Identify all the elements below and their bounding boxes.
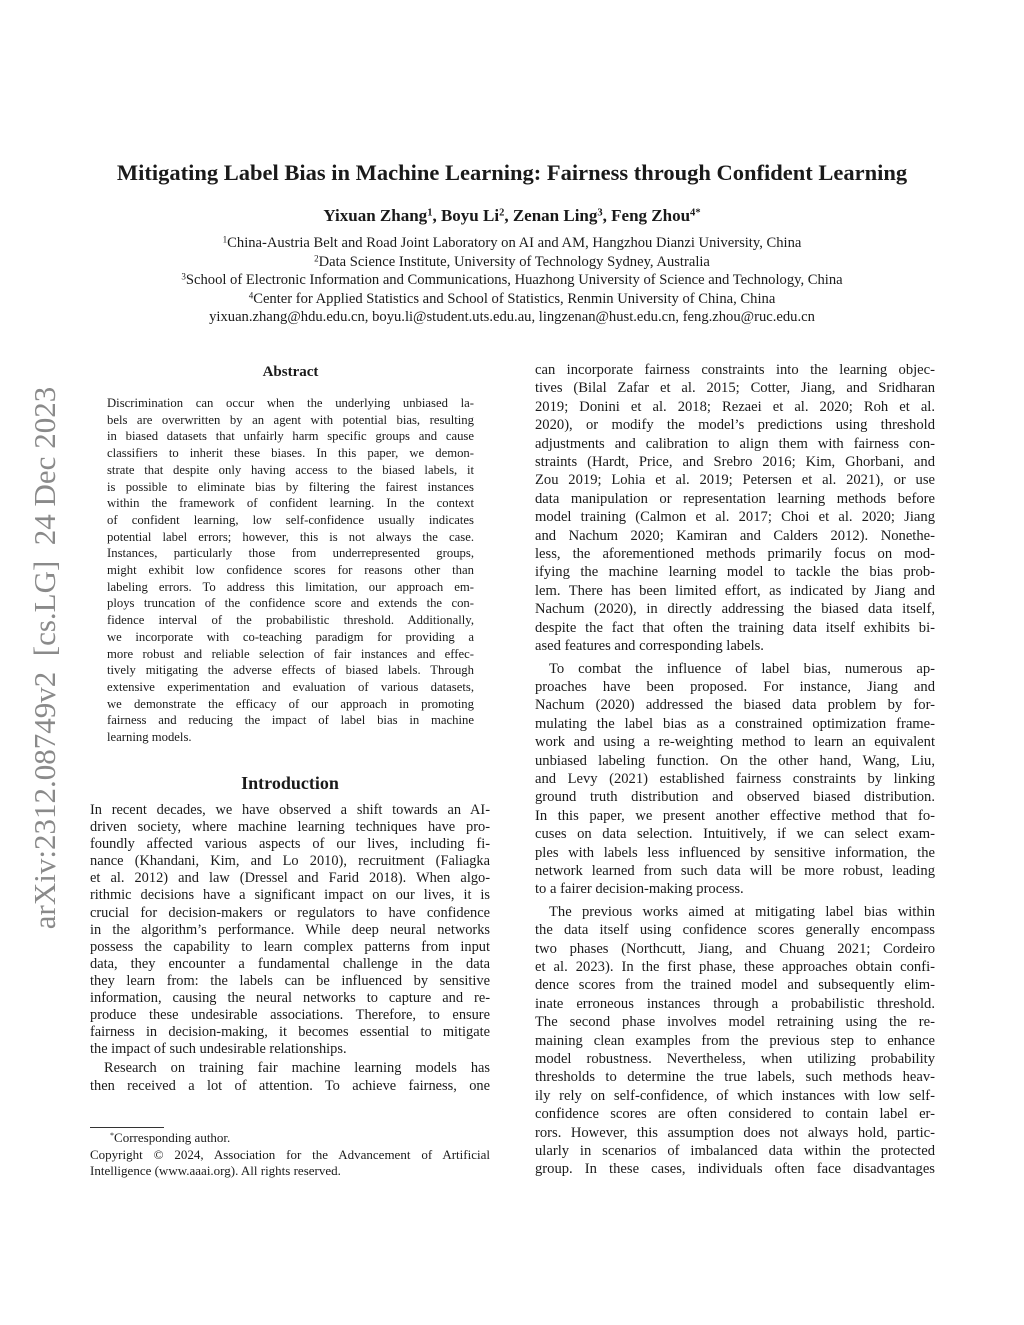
affiliation: $^2$Data Science Institute, University of Technology Sydney, Australia (314, 252, 710, 270)
paper-title: Mitigating Label Bias in Machine Learning: Fairness through Confident Learning (116, 160, 908, 185)
right-column-body (535, 361, 935, 1179)
text-line: Research on training fair machine learning models has (104, 1060, 490, 1077)
text-line: maining clean examples from the previous step to enhance (535, 1032, 935, 1049)
paragraph (535, 660, 935, 899)
copyright-line: Copyright © 2024, Association for the Advancement of Artificial (90, 1146, 490, 1162)
abstract-heading: Abstract (262, 364, 319, 380)
text-line: group. In these cases, individuals often face disadvantages (535, 1161, 935, 1178)
text-line: ifying the machine learning model to tackle the bias prob- (535, 564, 935, 581)
text-line: nance (Khandani, Kim, and Lo 2010), recruitment (Faliagka (90, 853, 490, 870)
text-line: possess the capability to learn complex patterns from input (90, 938, 490, 955)
text-line: of confident learning, low self-confidence usually indicates (107, 512, 474, 527)
text-line: more robust and reliable selection of fair instances and effec- (107, 646, 474, 661)
text-line: fairness and reducing the impact of label bias in machine (107, 713, 474, 728)
text-line: strate that despite only having access to the biased labels, it (107, 462, 474, 477)
text-line: despite the fact that often the training data itself exhibits bi- (535, 619, 935, 636)
abstract-body (107, 395, 474, 746)
text-line: within the framework of confident learning. In the context (107, 496, 474, 511)
text-line: lem. There has been limited effort, as indicated by Jiang and (535, 582, 935, 599)
text-line: driven society, where machine learning techniques have pro- (90, 819, 490, 836)
paragraph (535, 361, 935, 656)
text-line: unbiased labeling function. On the other hand, Wang, Liu, (535, 752, 935, 769)
text-line: ularly in scenarios of imbalanced data within the protected (535, 1143, 935, 1160)
author-list (0, 206, 1024, 226)
text-line: inate erroneous instances through a probabilistic threshold. (535, 995, 935, 1012)
author: Feng Zhou$^{4*}$ (611, 206, 701, 225)
footnote (90, 1130, 490, 1180)
text-line: fairness in decision-making, it becomes essential to mitigate (90, 1024, 490, 1041)
text-line: model training (Calmon et al. 2017; Choi et al. 2020; Jiang (535, 509, 935, 526)
arxiv-identifier: arXiv:2312.08749v2 [cs.LG] 24 Dec 2023 (27, 386, 62, 930)
text-line: Discrimination can occur when the underlying unbiased la- (107, 396, 474, 410)
text-line: 2020), or modify the model’s predictions using threshold (535, 417, 935, 434)
text-line: extensive experimentation and evaluation of various datasets, (107, 679, 474, 694)
text-line: proaches have been proposed. For instance, Jiang and (535, 678, 935, 695)
paragraph (107, 395, 474, 746)
text-line: rors. However, this assumption does not always hold, partic- (535, 1124, 935, 1141)
text-line: et al. 2023). In the first phase, these approaches obtain confi- (535, 959, 935, 975)
author: Boyu Li$^2$, (440, 206, 513, 225)
affiliations (0, 234, 1024, 327)
introduction-body (90, 802, 490, 1095)
text-line: Nachum (2020) addressed the biased data problem by for- (535, 697, 935, 714)
affiliation: $^3$School of Electronic Information and Communications, Huazhong University of Science and Technology, China (181, 271, 843, 288)
text-line: straints (Hardt, Price, and Srebro 2016; Kim, Ghorbani, and (535, 454, 935, 471)
text-line: the impact of such undesirable relationships. (90, 1041, 347, 1058)
text-line: and Levy (2021) established fairness constraints by linking (535, 770, 935, 787)
text-line: in the algorithm’s performance. While deep neural networks (90, 921, 490, 938)
text-line: the data itself using confidence scores generally encompass (535, 922, 935, 939)
text-line: 2019; Donini et al. 2018; Rezaei et al. 2020; Roh et al. (535, 398, 935, 415)
text-line: bels are overwritten by an agent with potential bias, resulting (107, 412, 474, 427)
text-line: less, the aforementioned methods primarily focus on mod- (535, 546, 935, 563)
paragraph (90, 802, 490, 1058)
text-line: In this paper, we present another effective method that fo- (535, 807, 935, 824)
text-line: Zou 2019; Lohia et al. 2019; Petersen et al. 2021), or use (535, 472, 935, 489)
text-line: labeling errors. To address this limitation, our approach em- (107, 579, 474, 594)
footnote-divider (90, 1127, 164, 1128)
text-line: tively mitigating the adverse effects of biased labels. Through (107, 663, 474, 678)
text-line: mulating the label bias as a constrained optimization frame- (535, 715, 935, 732)
text-line: we incorporate with co-teaching paradigm for providing a (107, 629, 474, 644)
text-line: In recent decades, we have observed a shift towards an AI- (90, 802, 490, 818)
text-line: The previous works aimed at mitigating label bias within (549, 903, 935, 920)
text-line: they learn from: the labels can be influenced by sensitive (90, 972, 490, 989)
text-line: cuses on data selection. Intuitively, if we can select exam- (535, 826, 935, 843)
text-line: thresholds to determine the true labels, such methods heav- (535, 1069, 935, 1086)
text-line: two phases (Northcutt, Jiang, and Chuang 2021; Cordeiro (535, 940, 935, 957)
text-line: model robustness. Nevertheless, when utilizing probability (535, 1051, 935, 1068)
text-line: might exhibit low confidence scores for reasons other than (107, 563, 474, 578)
text-line: can incorporate fairness constraints into the learning objec- (535, 362, 935, 378)
text-line: To combat the influence of label bias, numerous ap- (549, 660, 935, 677)
text-line: we demonstrate the efficacy of our approach in promoting (107, 696, 474, 711)
text-line: confidence scores are often considered to contain label er- (535, 1106, 935, 1123)
text-line: network learned from such data will be more robust, leading (535, 862, 935, 879)
text-line: fidence interval of the probabilistic threshold. Additionally, (107, 613, 474, 628)
affiliation: $^1$China-Austria Belt and Road Joint Laboratory on AI and AM, Hangzhou Dianzi University, China (222, 234, 802, 251)
author-emails: yixuan.zhang@hdu.edu.cn, boyu.li@student.uts.edu.au, lingzenan@hust.edu.cn, feng.zhou@ruc.edu.cn (209, 309, 815, 325)
text-line: ased features and corresponding labels. (535, 638, 764, 655)
text-line: Instances, particularly those from underrepresented groups, (107, 546, 474, 561)
text-line: crucial for decision-makers or regulators to have confidence (90, 904, 490, 921)
text-line: to a fairer decision-making process. (535, 881, 744, 898)
text-line: rithmic decisions have a significant impact on our lives, it is (90, 887, 490, 904)
text-line: then received a lot of attention. To achieve fairness, one (90, 1077, 490, 1094)
text-line: tives (Bilal Zafar et al. 2015; Cotter, Jiang, and Sridharan (535, 380, 935, 397)
copyright-line: Intelligence (www.aaai.org). All rights reserved. (90, 1163, 341, 1178)
text-line: et al. 2012) and law (Dressel and Farid 2018). When algo- (90, 870, 490, 887)
text-line: learning models. (107, 730, 192, 745)
text-line: produce these undesirable associations. Therefore, to ensure (90, 1007, 490, 1024)
text-line: and Nachum 2020; Kamiran and Calders 2012). Nonethe- (535, 527, 935, 544)
text-line: information, causing the neural networks to capture and re- (90, 990, 490, 1007)
text-line: in biased datasets that unfairly harm specific groups and cause (107, 429, 474, 444)
author: Yixuan Zhang$^1$, (323, 206, 441, 225)
text-line: data manipulation or representation learning methods before (535, 490, 935, 507)
paragraph (535, 903, 935, 1179)
affiliation: $^4$Center for Applied Statistics and School of Statistics, Renmin University of China, China (248, 289, 776, 307)
text-line: ploys truncation of the confidence score and extends the con- (107, 596, 474, 611)
text-line: Nachum (2020), in directly addressing the biased data itself, (535, 601, 935, 618)
text-line: data, they encounter a fundamental challenge in the data (90, 955, 490, 972)
text-line: work and using a re-weighting method to learn an equivalent (535, 734, 935, 751)
corresponding-author-note: *Corresponding author. (110, 1130, 231, 1145)
author: Zenan Ling$^3$, (512, 206, 612, 225)
text-line: potential label errors; however, this is not always the case. (107, 529, 474, 544)
text-line: The second phase involves model retraining using the re- (535, 1014, 935, 1031)
text-line: ples with labels less influenced by sensitive information, the (535, 844, 935, 861)
text-line: ground truth distribution and observed biased distribution. (535, 789, 935, 806)
text-line: foundly affected various aspects of our lives, including fi- (90, 836, 490, 853)
paragraph (90, 1060, 490, 1094)
text-line: classifiers to inherit these biases. In this paper, we demon- (107, 446, 474, 461)
text-line: is possible to eliminate bias by filtering the fairest instances (107, 479, 474, 494)
text-line: dence scores from the trained model and subsequently elim- (535, 977, 935, 994)
text-line: adjustments and calibration to align them with fairness con- (535, 435, 935, 452)
introduction-heading: Introduction (241, 773, 339, 793)
text-line: ily rely on self-confidence, of which instances with low self- (535, 1087, 935, 1104)
